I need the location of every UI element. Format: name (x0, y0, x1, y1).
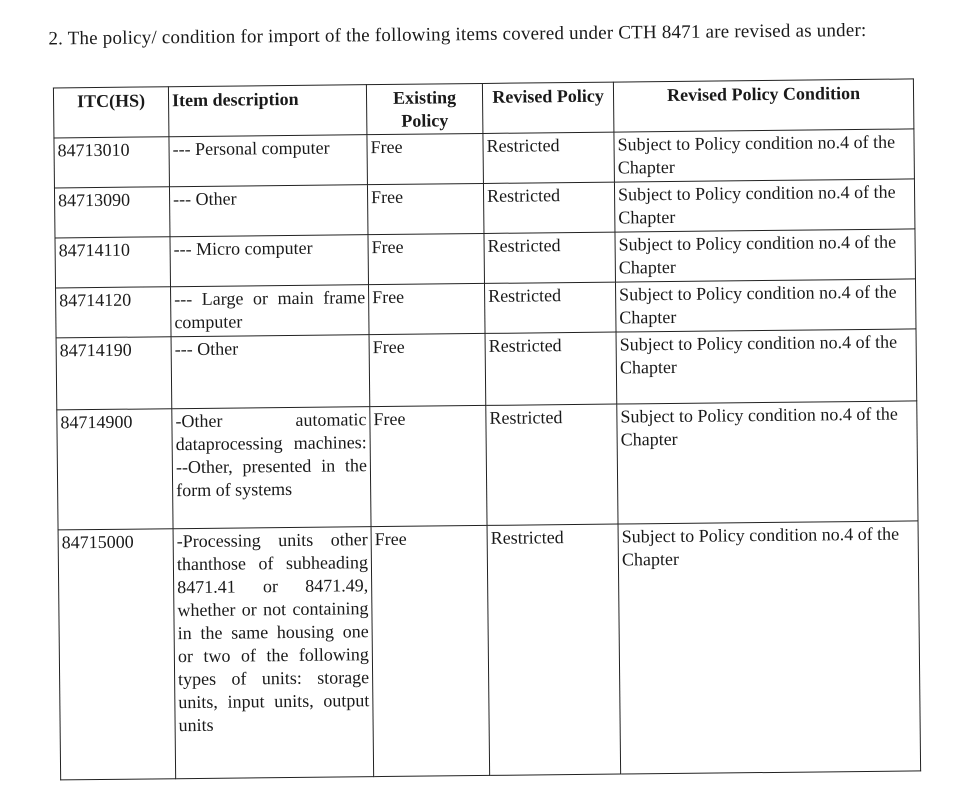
table-row (56, 329, 917, 410)
item-description-cell: -Other automatic dataprocessing machines: --Other, presented in the form of systems (172, 407, 371, 529)
itc-cell: 84714120 (56, 287, 172, 338)
table-row (54, 129, 914, 188)
table-row (56, 279, 916, 338)
item-description-cell: --- Other (171, 335, 370, 409)
table-row (55, 229, 915, 288)
table-row (54, 179, 914, 238)
revised-policy-cell: Restricted (486, 404, 618, 525)
itc-cell: 84713090 (54, 187, 170, 238)
revised-policy-cell: Restricted (484, 282, 616, 333)
existing-policy-cell: Free (368, 233, 485, 284)
existing-policy-cell: Free (369, 283, 486, 334)
revised-policy-cell: Restricted (483, 132, 615, 183)
policy-condition-cell: Subject to Policy condition no.4 of the Chapter (618, 521, 921, 774)
item-description-cell: --- Micro computer (170, 235, 369, 287)
revised-policy-cell: Restricted (485, 332, 617, 405)
policy-condition-cell: Subject to Policy condition no.4 of the Chapter (614, 129, 915, 182)
item-description-cell: --- Large or main frame computer (171, 285, 370, 337)
existing-policy-cell: Free (370, 405, 487, 526)
policy-condition-cell: Subject to Policy condition no.4 of the Chapter (615, 229, 916, 282)
item-description-cell: --- Personal computer (169, 135, 368, 187)
existing-policy-cell: Free (367, 183, 484, 234)
item-description-cell: --- Other (169, 185, 368, 237)
existing-policy-cell: Free (371, 525, 490, 776)
existing-policy-cell: Free (369, 333, 486, 406)
header-revised-policy-condition: Revised Policy Condition (613, 79, 914, 132)
policy-condition-cell: Subject to Policy condition no.4 of the Chapter (614, 179, 915, 232)
table-row (58, 521, 921, 780)
itc-cell: 84714190 (56, 337, 172, 410)
revised-policy-cell: Restricted (487, 524, 621, 775)
itc-cell: 84713010 (54, 137, 170, 188)
policy-condition-cell: Subject to Policy condition no.4 of the Chapter (617, 401, 918, 524)
item-description-cell: -Processing units other thanthose of subheading 8471.41 or 8471.49, whether or not containing in the same housing one or two of the following types of units: storage units, input units, output units (173, 527, 374, 779)
itc-cell: 84714110 (55, 237, 171, 288)
policy-condition-cell: Subject to Policy condition no.4 of the Chapter (615, 279, 916, 332)
itc-cell: 84714900 (57, 409, 173, 530)
table-row (57, 401, 918, 530)
policy-table (53, 78, 921, 780)
intro-paragraph: 2. The policy/ condition for import of the following items covered under CTH 8471 are revised as under: (48, 19, 867, 50)
revised-policy-cell: Restricted (484, 232, 616, 283)
header-item-description: Item description (168, 85, 367, 137)
table-header-row (53, 79, 913, 138)
policy-condition-cell: Subject to Policy condition no.4 of the Chapter (616, 329, 917, 404)
header-itc: ITC(HS) (53, 87, 169, 138)
existing-policy-cell: Free (367, 133, 484, 184)
header-revised-policy: Revised Policy (482, 82, 614, 133)
header-existing-policy: Existing Policy (366, 83, 483, 134)
itc-cell: 84715000 (58, 529, 176, 780)
revised-policy-cell: Restricted (483, 182, 615, 233)
